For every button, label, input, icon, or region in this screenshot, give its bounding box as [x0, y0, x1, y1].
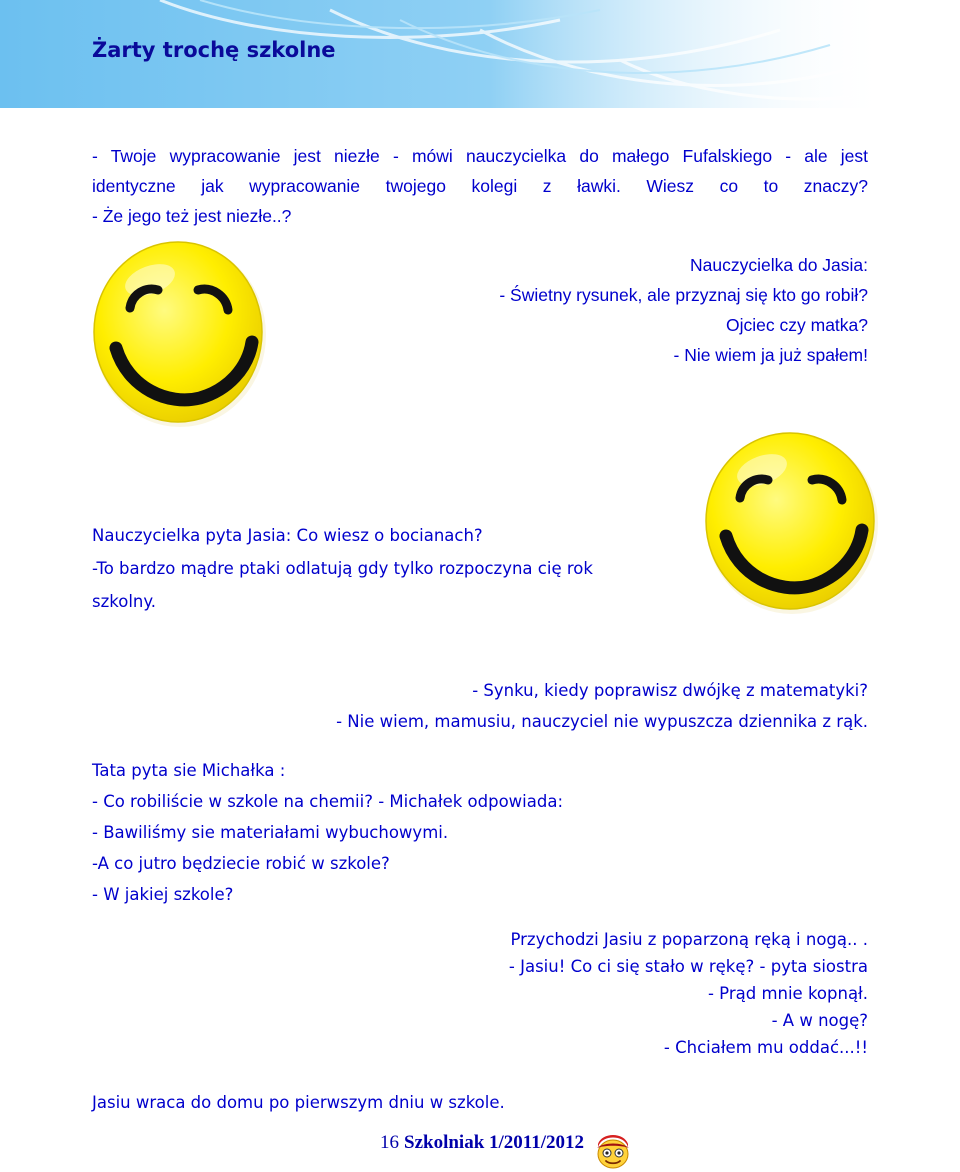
joke-7	[92, 1088, 505, 1118]
joke-2-line-4: - Nie wiem ja już spałem!	[673, 345, 868, 365]
page-number: 16	[380, 1132, 399, 1153]
magazine-name: Szkolniak 1/2011/2012	[404, 1132, 585, 1153]
joke-2-line-2: - Świetny rysunek, ale przyznaj się kto go robił?	[499, 285, 868, 305]
joke-5-line-1: Tata pyta sie Michałka :	[92, 761, 286, 780]
joke-5-line-3: - Bawiliśmy sie materiałami wybuchowymi.	[92, 823, 449, 842]
joke-7-line-1: Jasiu wraca do domu po pierwszym dniu w szkole.	[92, 1093, 505, 1112]
joke-3-line-1: Nauczycielka pyta Jasia: Co wiesz o bocianach?	[92, 526, 483, 545]
joke-3	[92, 519, 593, 618]
joke-5	[92, 755, 563, 910]
joke-3-line-3: szkolny.	[92, 592, 157, 611]
joke-2-line-3: Ojciec czy matka?	[726, 315, 868, 335]
joke-3-line-2: -To bardzo mądre ptaki odlatują gdy tylko rozpoczyna cię rok	[92, 559, 593, 578]
school-kid-logo-icon	[594, 1130, 632, 1170]
joke-5-line-5: - W jakiej szkole?	[92, 885, 234, 904]
joke-1-line-1: - Twoje wypracowanie jest niezłe - mówi nauczycielka do małego Fufalskiego - ale jest	[92, 146, 868, 166]
joke-6-line-5: - Chciałem mu oddać...!!	[663, 1038, 868, 1057]
joke-2	[499, 250, 868, 370]
joke-6-line-2: - Jasiu! Co ci się stało w rękę? - pyta siostra	[508, 957, 868, 976]
joke-4	[336, 675, 868, 737]
joke-4-line-2: - Nie wiem, mamusiu, nauczyciel nie wypuszcza dziennika z rąk.	[336, 712, 868, 731]
joke-6-line-1: Przychodzi Jasiu z poparzoną ręką i nogą.. .	[510, 930, 868, 949]
page-title: Żarty trochę szkolne	[92, 38, 336, 62]
joke-5-line-4: -A co jutro będziecie robić w szkole?	[92, 854, 390, 873]
joke-1-line-3: - Że jego też jest niezłe..?	[92, 206, 292, 226]
joke-1-line-2: identyczne jak wypracowanie twojego kolegi z ławki. Wiesz co to znaczy?	[92, 176, 868, 196]
laughing-smiley-icon	[700, 428, 880, 616]
joke-2-line-1: Nauczycielka do Jasia:	[690, 255, 868, 275]
joke-5-line-2: - Co robiliście w szkole na chemii? - Michałek odpowiada:	[92, 792, 563, 811]
joke-6-line-4: - A w nogę?	[771, 1011, 868, 1030]
joke-4-line-1: - Synku, kiedy poprawisz dwójkę z matematyki?	[472, 681, 868, 700]
joke-6-line-3: - Prąd mnie kopnął.	[707, 984, 868, 1003]
joke-6	[509, 926, 868, 1061]
page-footer	[380, 1132, 584, 1154]
joke-1	[92, 141, 868, 231]
laughing-smiley-icon	[88, 238, 268, 428]
